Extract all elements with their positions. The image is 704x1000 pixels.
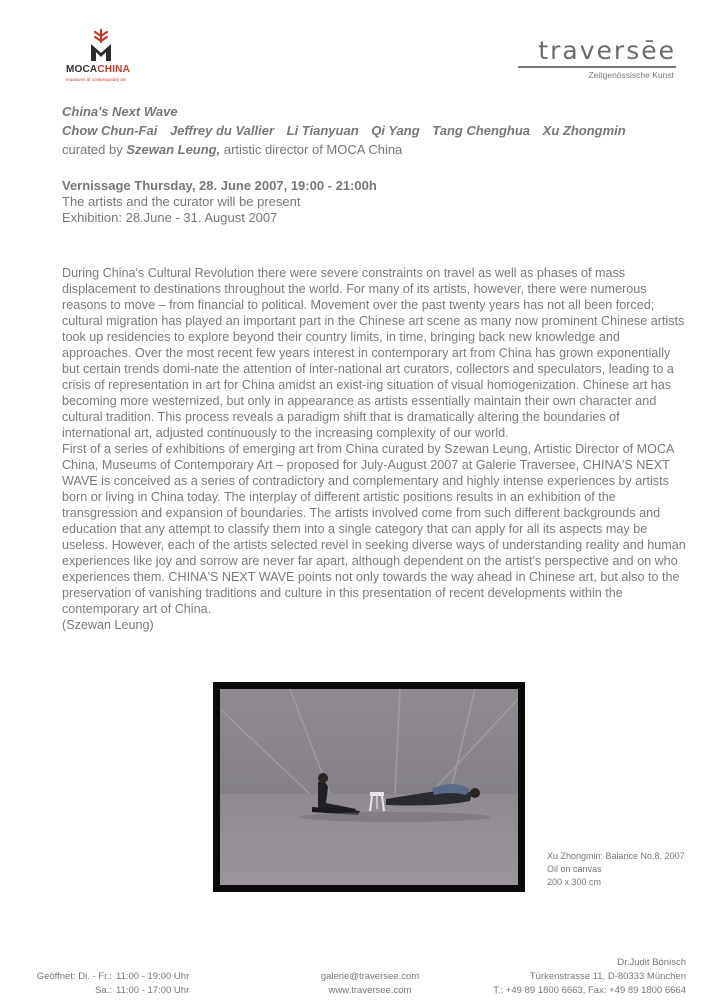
logo-divider bbox=[518, 66, 676, 68]
gallery-address bbox=[493, 956, 686, 998]
artist-list bbox=[62, 121, 682, 140]
hours-label: Sa.: bbox=[95, 985, 112, 996]
caption-medium: Oil on canvas bbox=[547, 864, 602, 874]
traversee-subtitle: Zeitgenössische Kunst bbox=[588, 70, 674, 80]
moca-emblem-icon bbox=[86, 28, 116, 62]
hours-label: Geöffnet: Di. - Fr.: bbox=[36, 971, 112, 982]
artist-name: Tang Chenghua bbox=[432, 123, 531, 138]
body-text bbox=[62, 265, 690, 633]
opening-hours bbox=[34, 970, 194, 998]
contact-online bbox=[290, 970, 450, 998]
body-paragraph: During China's Cultural Revolution there were severe constraints on travel as well as phases of mass displacement to destinations throughout the world. For many of its artists, however, there were numerous reasons to move – from financial to political. Movement over the past twenty years has not all been forced; cultural migration has played an important part in the Chinese art scene as many now prominent Chinese artists took up residencies to explore beyond their country limits, in time, bringing back new knowledge and approaches. Over the most recent few years interest in contemporary art from China has grown exponentially but certain trends domi-nate the attention of inter-national art curators, collectors and speculators, leading to a crisis of representation in art for China amidst an exist-ing situation of visual homogenization. Chinese art has becoming more westernized, but only in appearance as artists essentially maintain their own character and cultural tradition. This process reveals a paradigm shift that is dramatically altering the boundaries of international art, adjusted continuously to the increasing complexity of our world. bbox=[62, 266, 685, 440]
artwork-painting bbox=[220, 689, 518, 885]
exhibition-title: China's Next Wave bbox=[62, 104, 178, 119]
artwork-image bbox=[213, 682, 525, 892]
exhibition-dates: Exhibition: 28.June - 31. August 2007 bbox=[62, 210, 278, 225]
vernissage-date: Vernissage Thursday, 28. June 2007, 19:00 - 21:00h bbox=[62, 178, 377, 193]
phone-fax: T.: +49 89 1800 6663, Fax: +49 89 1800 6664 bbox=[493, 985, 686, 996]
website-link[interactable]: www.traversee.com bbox=[328, 985, 412, 996]
event-info bbox=[62, 178, 682, 226]
contact-name: Dr.Judit Bönisch bbox=[617, 957, 686, 968]
presence-note: The artists and the curator will be present bbox=[62, 194, 301, 209]
hours-value: 11:00 - 19:00 Uhr bbox=[116, 971, 190, 982]
caption-title: Xu Zhongmin: Balance No.8, 2007 bbox=[547, 851, 685, 861]
body-paragraph: First of a series of exhibitions of emerging art from China curated by Szewan Leung, Artistic Director of MOCA China, Museums of Contemporary Art – proposed for July-August 2007 at Galerie Traversee, CHINA'S NEXT WAVE is conceived as a series of contradictory and complementary and highly intense experiences by artists born or living in China today. The interplay of different artistic positions results in an exhibition of the transgression and expansion of boundaries. The artists involved come from such different backgrounds and education that any attempt to classify them into a single category that can apply for all its aspects may be useless. However, each of the artists selected revel in seeking diverse ways of understanding reality and human experiences like joy and sorrow are never far apart, although dependent on the artist's perspective and on who experiences them. CHINA'S NEXT WAVE points not only towards the way ahead in Chinese art, but also to the preservation of vanishing traditions and culture in this presentation of recent developments within the contemporary art of China. bbox=[62, 442, 686, 616]
curator-line: curated by Szewan Leung, artistic director of MOCA China bbox=[62, 142, 403, 157]
email-link[interactable]: galerie@traversee.com bbox=[320, 971, 420, 982]
exhibition-header bbox=[62, 102, 682, 159]
artist-name: Xu Zhongmin bbox=[542, 123, 626, 138]
moca-name: MOCACHINA bbox=[66, 64, 131, 75]
traversee-wordmark: traversēe bbox=[538, 36, 676, 65]
artwork-caption bbox=[547, 850, 685, 889]
signature: (Szewan Leung) bbox=[62, 618, 154, 632]
artist-name: Qi Yang bbox=[371, 123, 420, 138]
artist-name: Jeffrey du Vallier bbox=[169, 123, 275, 138]
artist-name: Li Tianyuan bbox=[286, 123, 359, 138]
caption-dimensions: 200 x 300 cm bbox=[547, 877, 602, 887]
moca-subtitle: museums of contemporary art bbox=[66, 77, 126, 82]
moca-china-logo bbox=[58, 28, 148, 84]
street-address: Türkenstrasse 11, D-80333 München bbox=[529, 971, 686, 982]
traversee-logo bbox=[516, 38, 676, 78]
hours-value: 11:00 - 17:00 Uhr bbox=[116, 985, 190, 996]
artist-name: Chow Chun-Fai bbox=[62, 123, 158, 138]
curator-name: Szewan Leung, bbox=[126, 142, 221, 157]
